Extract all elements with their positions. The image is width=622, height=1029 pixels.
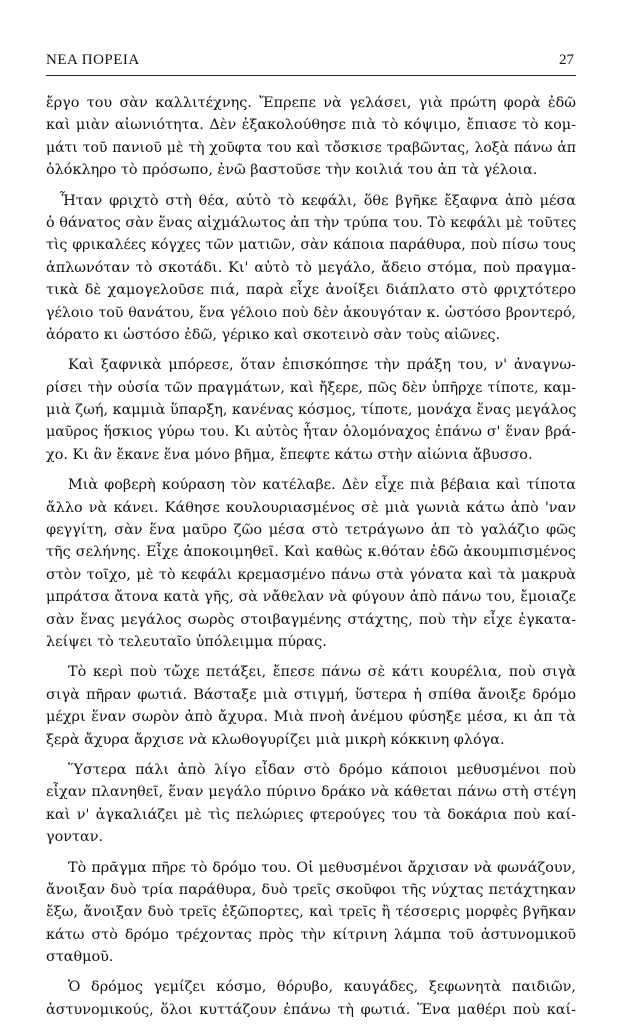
running-title: ΝΕΑ ΠΟΡΕΙΑ	[46, 52, 140, 68]
text-line: μέχρι ἕναν σωρὸν ἀπὸ ἄχυρα. Μιὰ πνοὴ ἀνέμου φύσηξε μέσα, κι ἀπ τὰ	[46, 709, 576, 726]
paragraph	[46, 354, 576, 466]
text-line: κάτω στὸ δρόμο τρέχοντας πρὸς τὴν κίτρινη λάμπα τοῦ ἀστυνομικοῦ	[46, 926, 576, 943]
text-line: σιγὰ πῆραν φωτιά. Βάσταξε μιὰ στιγμή, ὕστερα ἡ σπίθα ἄνοιξε δρόμο	[46, 686, 576, 703]
text-line: Τὸ κερὶ ποὺ τὤχε πετάξει, ἔπεσε πάνω σὲ κάτι κουρέλια, ποὺ σιγὰ	[68, 664, 576, 681]
text-line: ξερὰ ἄχυρα ἄρχισε νὰ κλωθογυρίζει μιὰ μικρὴ κόκκινη φλόγα.	[46, 731, 505, 748]
text-line: λείψει τὸ τελευταῖο ὑπόλειμμα πύρας.	[46, 633, 327, 650]
text-line: ἄλλο νὰ κάνει. Κάθησε κουλουριασμένος σὲ μιὰ γωνιὰ κάτω ἀπὸ 'ναν	[46, 499, 576, 516]
text-line: γονταν.	[46, 829, 104, 846]
text-line: γέλοιο τοῦ θανάτου, ἕνα γέλοιο ποὺ δὲν ἀκουγόταν κ. ὡστόσο βροντερό,	[46, 304, 576, 321]
text-line: ἁπλωνόταν τὸ σκοτάδι. Κι' αὐτὸ τὸ μεγάλο, ἄδειο στόμα, ποὺ πραγμα-	[46, 259, 576, 276]
text-line: σταθμοῦ.	[46, 949, 114, 966]
text-line: χο. Κι ἂν ἔκανε ἕνα μόνο βῆμα, ἔπεφτε κάτω στὴν αἰώνια ἄβυσσο.	[46, 446, 533, 463]
text-line: εἶχαν πλανηθεῖ, ἕναν μεγάλο πύρινο δράκο νὰ κάθεται πάνω στὴ στέγη	[46, 784, 576, 801]
text-line: στὸν τοῖχο, μὲ τὸ κεφάλι κρεμασμένο πάνω στὰ γόνατα καὶ τὰ μακρυὰ	[46, 566, 576, 583]
paragraph	[46, 92, 576, 182]
text-line: ρίσει τὴν οὐσία τῶν πραγμάτων, καὶ ἤξερε, πῶς δὲν ὑπῆρχε τίποτε, καμ-	[46, 379, 576, 396]
text-line: μπράτσα ἄτονα κατὰ γῆς, σὰ νἄθελαν νὰ φύγουν ἀπὸ πάνω του, ἔμοιαζε	[46, 589, 576, 606]
text-line: μάτι τοῦ πανιοῦ μὲ τὴ χοῦφτα του καὶ τὄσκισε τραβῶντας, λοξὰ πάνω ἀπ	[46, 139, 576, 156]
paragraph	[46, 857, 576, 969]
paragraph	[46, 976, 576, 1021]
running-header	[46, 52, 576, 76]
book-page	[46, 52, 576, 1029]
text-line: Ἦταν φριχτὸ στὴ θέα, αὐτὸ τὸ κεφάλι, ὅθε βγῆκε ἔξαφνα ἀπὸ μέσα	[60, 192, 576, 209]
text-line: ὁλόκληρο τὸ πρόσωπο, ἐνῶ βαστοῦσε τὴν κοιλιά του ἀπ τὰ γέλοια.	[46, 162, 538, 179]
text-line: ἔξω, ἄνοιξαν δυὸ τρεῖς ἐξῶπορτες, καὶ τρεῖς ἢ τέσσερις μορφὲς βγῆκαν	[46, 904, 576, 921]
text-line: Μιὰ φοβερὴ κούραση τὸν κατέλαβε. Δὲν εἶχε πιὰ βέβαια καὶ τίποτα	[68, 477, 576, 494]
text-line: φεγγίτη, σὰν ἕνα μαῦρο ζῶο μέσα στὸ τετράγωνο ἀπ τὸ γαλάζιο φῶς	[46, 522, 576, 539]
text-line: μιὰ ζωή, καμμιὰ ὕπαρξη, κανένας κόσμος, τίποτε, μονάχα ἕνας μεγάλος	[46, 402, 577, 419]
text-line: Καὶ ξαφνικὰ μπόρεσε, ὅταν ἐπισκόπησε τὴν πράξη του, ν' ἀναγνω-	[68, 357, 576, 374]
paragraph	[46, 759, 576, 849]
text-line: ἔργο του σὰν καλλιτέχνης. Ἔπρεπε νὰ γελάσει, γιὰ πρώτη φορὰ ἐδῶ	[46, 95, 576, 111]
text-line: μαῦρος ἥσκιος γύρω του. Κι αὐτὸς ἦταν ὁλομόναχος ἐπάνω σ' ἕναν βρά-	[46, 424, 576, 441]
text-line: τὶς φρικαλέες κόγχες τῶν ματιῶν, σὰν κάποια παράθυρα, ποὺ πίσω τους	[46, 237, 576, 254]
text-line: καὶ μιὰν αἰωνιότητα. Δὲν ἐξακολούθησε πιὰ τὸ κόψιμο, ἔπιασε τὸ κομ-	[46, 117, 576, 134]
text-line: ἀόρατο κι ὡστόσο ἐδῶ, γέρικο καὶ σκοτεινὸ σὰν τοὺς αἰῶνες.	[46, 326, 501, 343]
paragraph	[46, 474, 576, 653]
text-line: καὶ ν' ἀγκαλιάζει μὲ τὶς πελώριες φτερούγες του τὰ δοκάρια ποὺ καί-	[46, 806, 576, 823]
text-line: ἄνοιξαν δυὸ τρία παράθυρα, δυὸ τρεῖς σκοῦφοι τῆς νύχτας πετάχτηκαν	[46, 881, 576, 898]
text-line: ὁ θάνατος σὰν ἕνας αἰχμάλωτος ἀπ τὴν τρύπα του. Τὸ κεφάλι μὲ τοῦτες	[46, 214, 577, 231]
text-line: Ὁ δρόμος γεμίζει κόσμο, θόρυβο, καυγάδες, ξεφωνητὰ παιδιῶν,	[68, 979, 576, 996]
text-line: τῆς σελήνης. Εἶχε ἀποκοιμηθεῖ. Καὶ καθὼς κ.θόταν ἐδῶ ἀκουμπισμένος	[46, 544, 576, 561]
text-line: τικὰ δὲ χαμογελοῦσε πιά, παρὰ εἶχε ἀνοίξει διάπλατο στὸ φριχτότερο	[46, 282, 576, 299]
page-number: 27	[559, 52, 574, 68]
paragraph	[46, 190, 576, 347]
body-text	[46, 92, 576, 1021]
text-line: ἀστυνομικούς, ὅλοι κυττάζουν ἐπάνω τὴ φωτιά. Ἕνα μαθέρι ποὺ καί-	[46, 1001, 576, 1018]
text-line: Τὸ πρᾶγμα πῆρε τὸ δρόμο του. Οἱ μεθυσμένοι ἄρχισαν νὰ φωνάζουν,	[68, 859, 576, 876]
paragraph	[46, 661, 576, 751]
text-line: Ὕστερα πάλι ἀπὸ λίγο εἶδαν στὸ δρόμο κάποιοι μεθυσμένοι ποὺ	[68, 761, 576, 778]
text-line: σὰν ἕνας μεγάλος σωρὸς στοιβαγμένης στάχτης, ποὺ τὴν εἶχε ἐγκατα-	[46, 611, 576, 628]
